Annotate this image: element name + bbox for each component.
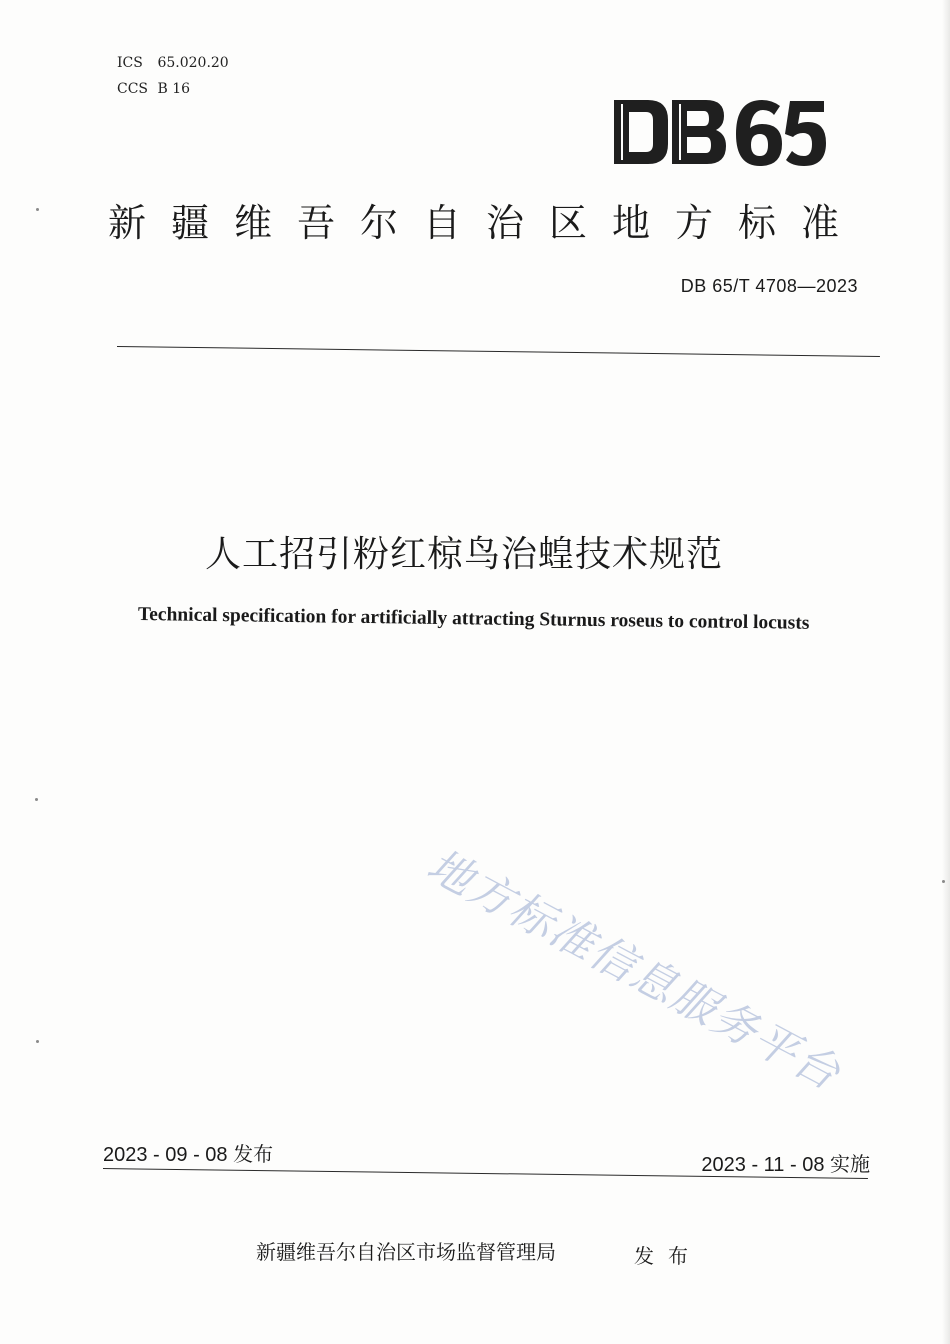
- issue-date: 2023 - 09 - 08 发布: [103, 1144, 274, 1166]
- implementation-date: 2023 - 11 - 08 实施: [701, 1154, 870, 1176]
- publisher-name: 新疆维吾尔自治区市场监督管理局: [256, 1240, 556, 1264]
- scan-speck: [36, 208, 39, 211]
- ics-row: [117, 50, 229, 76]
- ics-code: 65.020.20: [157, 55, 229, 71]
- header-divider: [117, 346, 880, 357]
- document-title-chinese: 人工招引粉红椋鸟治蝗技术规范: [205, 534, 724, 575]
- standard-category-title: 新疆维吾尔自治区地方标准: [108, 201, 865, 245]
- classification-codes: [117, 50, 229, 102]
- publish-label: 发布: [634, 1244, 702, 1268]
- ccs-row: [117, 76, 229, 102]
- document-title-english: Technical specification for artificially attracting Sturnus roseus to control locusts: [137, 604, 810, 634]
- watermark: 地方标准信息服务平台: [418, 839, 849, 1101]
- db65-logo-text: DB 65: [612, 96, 616, 97]
- scan-speck: [35, 798, 38, 801]
- standard-number: DB 65/T 4708—2023: [680, 276, 858, 296]
- scan-edge-shadow: [942, 0, 950, 1344]
- scan-speck: [36, 1040, 39, 1043]
- db65-logo: [612, 96, 827, 168]
- scan-speck: [942, 880, 945, 883]
- ccs-code: B 16: [157, 81, 191, 97]
- ics-label: ICS: [117, 55, 143, 71]
- ccs-label: CCS: [117, 81, 149, 97]
